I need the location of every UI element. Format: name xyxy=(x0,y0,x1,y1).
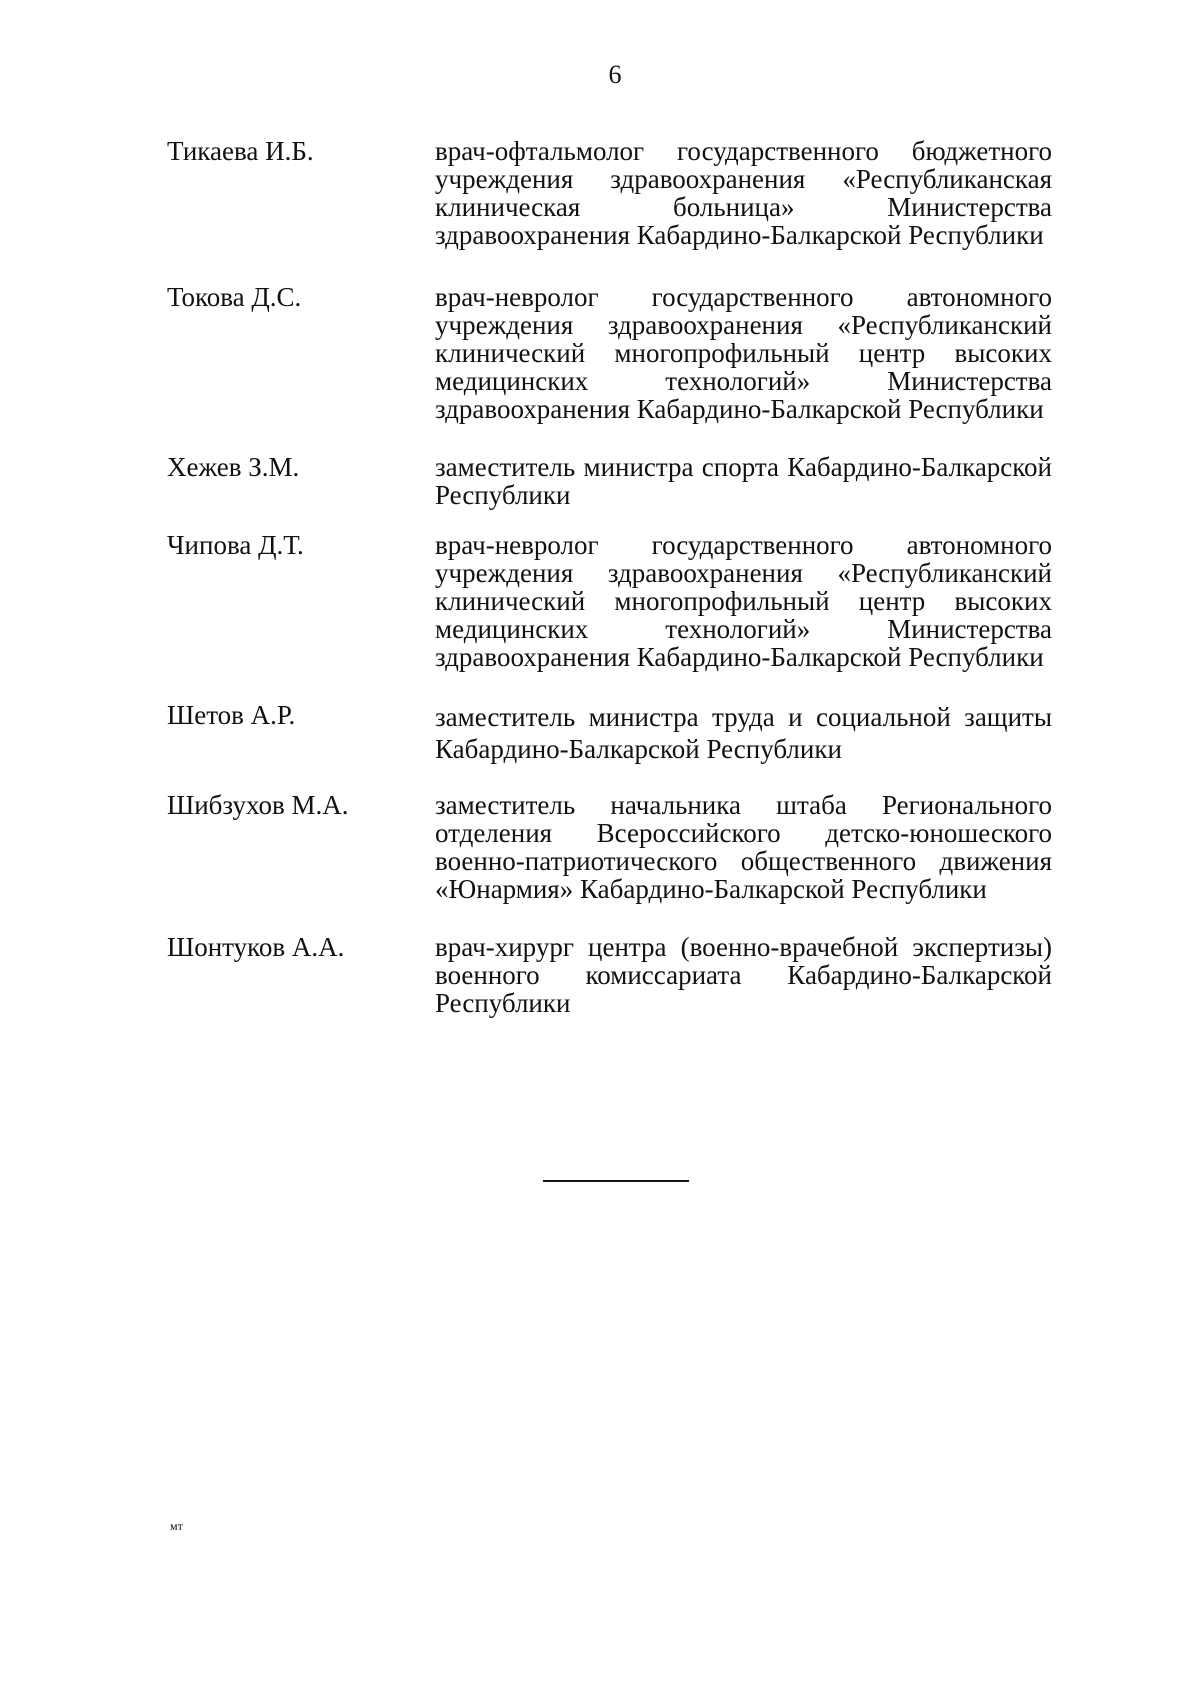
member-name: Чипова Д.Т. xyxy=(167,530,304,560)
footer-mark: мт xyxy=(170,1519,183,1533)
member-position: врач-офтальмолог государственного бюджетного учреждения здравоохранения «Республиканская клиническая больница» Министерства здравоохранения Кабардино-Балкарской Республики xyxy=(435,136,1052,250)
end-of-list-rule xyxy=(543,1180,689,1182)
page-number: 6 xyxy=(608,60,622,89)
member-name: Тикаева И.Б. xyxy=(167,136,314,166)
member-position: врач-невролог государственного автономного учреждения здравоохранения «Республиканский клинический многопрофильный центр высоких медицинских технологий» Министерства здравоохранения Кабардино-Балкарской Республики xyxy=(435,530,1052,672)
member-name: Токова Д.С. xyxy=(167,282,302,312)
list-item xyxy=(167,933,1052,1017)
member-position: врач-невролог государственного автономного учреждения здравоохранения «Республиканский клинический многопрофильный центр высоких медицинских технологий» Министерства здравоохранения Кабардино-Балкарской Республики xyxy=(435,282,1052,424)
member-list xyxy=(167,137,1052,1017)
member-position: заместитель начальника штаба Регионального отделения Всероссийского детско-юношеского военно-патриотического общественного движения «Юнармия» Кабардино-Балкарской Республики xyxy=(435,790,1052,904)
member-position: заместитель министра труда и социальной защиты Кабардино-Балкарской Республики xyxy=(435,702,1052,764)
member-name: Шибзухов М.А. xyxy=(167,790,349,820)
member-position: заместитель министра спорта Кабардино-Балкарской Республики xyxy=(435,452,1052,510)
member-position: врач-хирург центра (военно-врачебной экспертизы) военного комиссариата Кабардино-Балкарской Республики xyxy=(435,932,1052,1018)
member-name: Хежев З.М. xyxy=(167,452,300,482)
list-item xyxy=(167,453,1052,509)
list-item xyxy=(167,531,1052,671)
member-name: Шонтуков А.А. xyxy=(167,932,345,962)
list-item xyxy=(167,701,1052,765)
member-name: Шетов А.Р. xyxy=(167,700,296,730)
list-item xyxy=(167,791,1052,903)
list-item xyxy=(167,137,1052,249)
list-item xyxy=(167,283,1052,423)
